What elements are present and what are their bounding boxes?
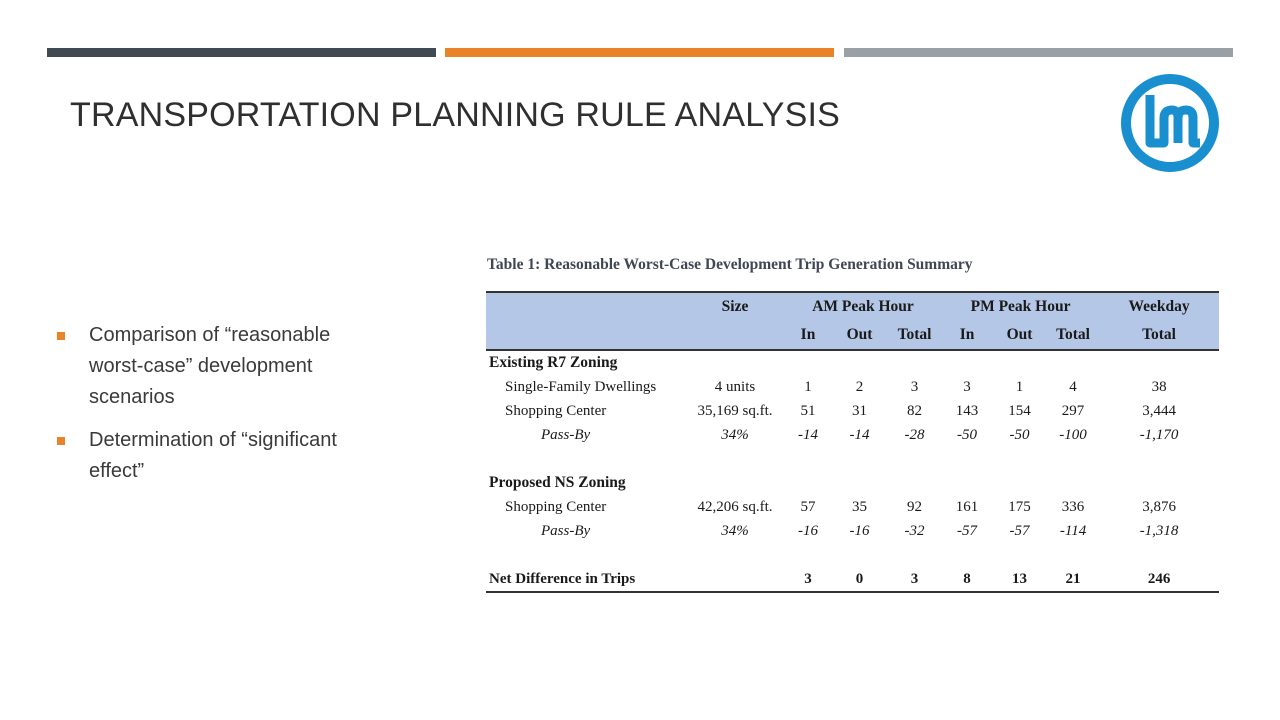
header-pm-out: Out xyxy=(992,321,1047,350)
cell-size: 42,206 sq.ft. xyxy=(697,498,773,515)
table-row xyxy=(486,495,1219,519)
cell-am-in: 51 xyxy=(800,402,816,419)
section-proposed xyxy=(486,471,1219,495)
row-label: Pass-By xyxy=(541,426,591,443)
cell-am-out: 2 xyxy=(855,378,864,395)
row-label: Single-Family Dwellings xyxy=(505,378,657,395)
header-am-peak: AM Peak Hour xyxy=(784,292,942,321)
row-label: Shopping Center xyxy=(505,498,607,515)
cell-pm-out: -57 xyxy=(1009,522,1030,539)
table-header-row xyxy=(486,292,1219,321)
cell-pm-out: 175 xyxy=(1008,498,1031,515)
cell-pm-total: 297 xyxy=(1061,402,1085,419)
cell-am-in: -14 xyxy=(798,426,818,443)
cell-size: 34% xyxy=(721,522,749,539)
lm-logo-icon xyxy=(1120,73,1220,173)
cell-pm-in: -50 xyxy=(957,426,978,443)
cell-am-in: -16 xyxy=(798,522,818,539)
cell-am-total: 82 xyxy=(907,402,923,419)
accent-bar-gray xyxy=(844,48,1233,57)
cell-pm-in: 8 xyxy=(942,567,992,592)
cell-weekday: -1,170 xyxy=(1139,426,1179,443)
header-pm-total: Total xyxy=(1047,321,1099,350)
cell-am-in: 1 xyxy=(804,378,812,395)
cell-pm-out: 154 xyxy=(1008,402,1031,419)
row-label: Pass-By xyxy=(541,522,591,539)
section-existing xyxy=(486,350,1219,375)
cell-am-total: -32 xyxy=(904,522,925,539)
cell-pm-in: 3 xyxy=(963,378,971,395)
cell-pm-total: 336 xyxy=(1061,498,1085,515)
accent-bar-orange xyxy=(445,48,834,57)
table-row xyxy=(486,423,1219,447)
bullet-square-icon xyxy=(57,437,65,445)
trip-generation-table xyxy=(486,291,1219,593)
header-am-out: Out xyxy=(832,321,887,350)
cell-pm-out: 1 xyxy=(1015,378,1024,395)
bullet-square-icon xyxy=(57,332,65,340)
header-am-total: Total xyxy=(887,321,942,350)
cell-pm-total: -114 xyxy=(1059,522,1087,539)
cell-am-out: 0 xyxy=(832,567,887,592)
cell-am-in: 3 xyxy=(784,567,832,592)
cell-pm-out: -50 xyxy=(1009,426,1030,443)
cell-weekday: 3,876 xyxy=(1142,498,1176,515)
bullet-item xyxy=(55,425,375,487)
cell-am-out: -14 xyxy=(849,426,870,443)
cell-pm-in: -57 xyxy=(957,522,978,539)
header-weekday-total: Total xyxy=(1099,321,1219,350)
cell-am-total: 3 xyxy=(910,378,919,395)
table-caption: Table 1: Reasonable Worst-Case Development Trip Generation Summary xyxy=(487,256,973,273)
header-am-in: In xyxy=(784,321,832,350)
cell-weekday: 3,444 xyxy=(1142,402,1176,419)
section-heading: Proposed NS Zoning xyxy=(489,474,626,491)
row-label: Shopping Center xyxy=(505,402,607,419)
row-label: Net Difference in Trips xyxy=(486,567,784,592)
accent-bar-dark xyxy=(47,48,436,57)
header-size: Size xyxy=(686,292,784,321)
cell-weekday: 246 xyxy=(1099,567,1219,592)
cell-size: 4 units xyxy=(714,378,756,395)
cell-pm-total: 21 xyxy=(1047,567,1099,592)
bullet-text: Determination of “significant effect” xyxy=(89,429,337,482)
cell-size: 34% xyxy=(721,426,749,443)
cell-pm-total: -100 xyxy=(1059,426,1087,443)
cell-am-out: 35 xyxy=(852,498,867,515)
spacer-row xyxy=(486,543,1219,567)
cell-size: 35,169 sq.ft. xyxy=(697,402,773,419)
table-subheader-row xyxy=(486,321,1219,350)
cell-pm-in: 161 xyxy=(955,498,979,515)
table-row xyxy=(486,375,1219,399)
spacer-row xyxy=(486,447,1219,471)
cell-am-in: 57 xyxy=(800,498,816,515)
cell-pm-total: 4 xyxy=(1069,378,1077,395)
table-row xyxy=(486,519,1219,543)
cell-am-total: 3 xyxy=(887,567,942,592)
cell-am-out: -16 xyxy=(849,522,870,539)
slide-title: TRANSPORTATION PLANNING RULE ANALYSIS xyxy=(70,96,841,134)
table-row xyxy=(486,399,1219,423)
cell-am-total: -28 xyxy=(904,426,925,443)
section-heading: Existing R7 Zoning xyxy=(489,354,618,371)
cell-pm-out: 13 xyxy=(992,567,1047,592)
cell-am-out: 31 xyxy=(852,402,867,419)
cell-weekday: 38 xyxy=(1151,378,1167,395)
cell-am-total: 92 xyxy=(907,498,923,515)
cell-weekday: -1,318 xyxy=(1139,522,1179,539)
header-pm-peak: PM Peak Hour xyxy=(942,292,1099,321)
bullet-text: Comparison of “reasonable worst-case” development scenarios xyxy=(89,324,331,408)
header-weekday: Weekday xyxy=(1099,292,1219,321)
bullet-list xyxy=(55,320,375,499)
bullet-item xyxy=(55,320,375,413)
net-difference-row xyxy=(486,567,1219,592)
cell-pm-in: 143 xyxy=(955,402,979,419)
header-pm-in: In xyxy=(942,321,992,350)
